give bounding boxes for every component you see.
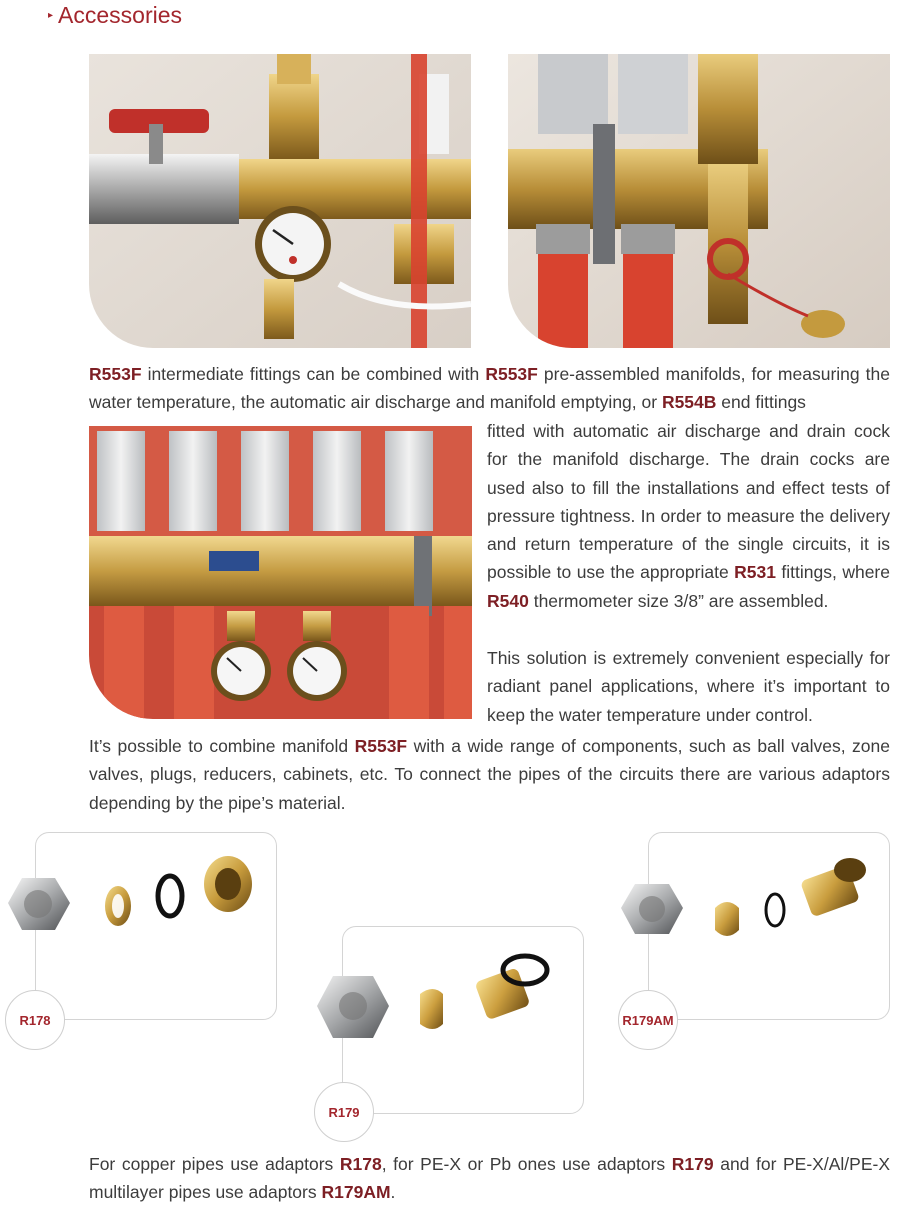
combine-text-2: with a wide range of components, such as ball valves, zone valves, plugs, reducers, cabinets, etc. To connect the pipes of the circuits there are various adaptors depending by the pipe’s material.	[89, 736, 891, 813]
intro-text-2: pre-assembled manifolds, for measuring the water temperature, the automatic air discharge and manifold emptying, or	[89, 364, 890, 413]
code-r553f: R553F	[89, 364, 142, 384]
intro-text-1: intermediate fittings can be combined with	[141, 364, 486, 384]
badge-r179: R179	[314, 1082, 374, 1142]
footer-paragraph	[89, 1150, 890, 1207]
bullet-icon: ▸	[48, 9, 54, 21]
code-r553f-2: R553F	[485, 364, 538, 384]
photo-intermediate-fitting	[89, 54, 471, 348]
code-r554b: R554B	[661, 392, 717, 413]
code-r178: R178	[339, 1154, 382, 1174]
code-r553f-3: R553F	[354, 736, 408, 756]
section-title-text: Accessories	[58, 1, 183, 28]
combine-paragraph	[89, 732, 890, 817]
photo-manifold-thermometers	[89, 426, 472, 719]
code-r179: R179	[671, 1154, 714, 1174]
footer-text-2: , for PE-X or Pb ones use adaptors	[381, 1154, 672, 1174]
code-r179am: R179AM	[321, 1182, 391, 1203]
r179am-parts-image	[615, 850, 885, 960]
side-text-3: thermometer size 3/8” are assembled.	[528, 590, 829, 611]
footer-text-1: For copper pipes use adaptors	[89, 1154, 340, 1174]
badge-r178: R178	[5, 990, 65, 1050]
section-title	[48, 0, 182, 30]
side-text-2: fittings, where	[775, 562, 890, 583]
code-r540: R540	[487, 590, 529, 611]
r179-parts-image	[315, 944, 585, 1054]
footer-text-4: .	[390, 1182, 396, 1203]
combine-text-1: It’s possible to combine manifold	[89, 736, 355, 756]
badge-r179am: R179AM	[618, 990, 678, 1050]
code-r531: R531	[734, 562, 776, 583]
intro-paragraph	[89, 360, 890, 417]
r178-parts-image	[0, 848, 270, 958]
side-paragraph-2: This solution is extremely convenient especially for radiant panel applications, where it’s important to keep the water temperature under control.	[487, 648, 890, 725]
photo-end-fitting	[508, 54, 890, 348]
intro-text-3: end fittings	[716, 392, 806, 413]
side-text-1: fitted with automatic air discharge and drain cock for the manifold discharge. The drain cocks are used also to fill the installations and effect tests of pressure tightness. In order to measure the delivery and return temperature of the single circuits, it is possible to use the appropriate	[487, 421, 890, 583]
footer-text-3: and for PE-X/Al/PE-X multilayer pipes use adaptors	[89, 1154, 890, 1203]
side-paragraph	[487, 417, 890, 615]
